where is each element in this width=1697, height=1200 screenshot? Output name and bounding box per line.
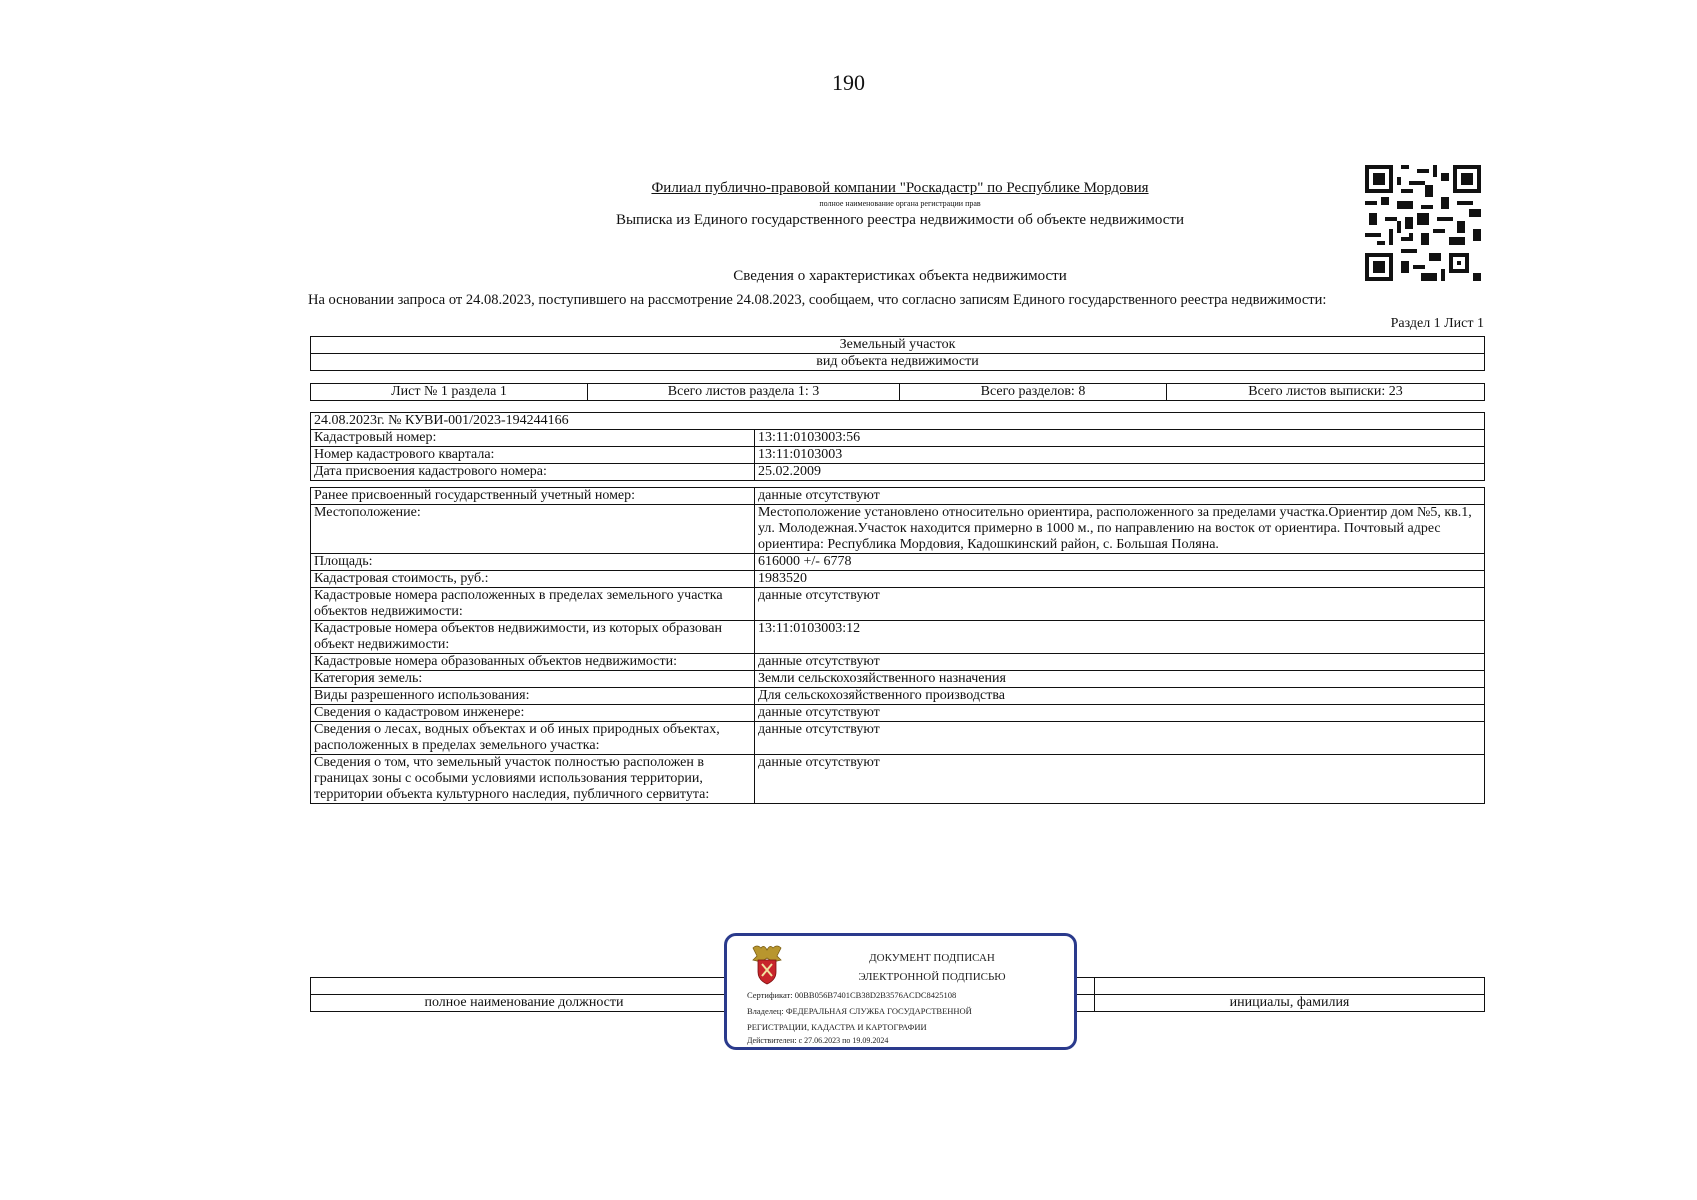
organization-name: Филиал публично-правовой компании "Роскадастр" по Республике Мордовия (651, 180, 1149, 196)
position-caption: полное наименование должности (311, 995, 738, 1012)
request-basis: На основании запроса от 24.08.2023, поступившего на рассмотрение 24.08.2023, сообщаем, что согласно записям Единого государственного реестра недвижимости: (308, 292, 1327, 308)
row-label: Кадастровые номера образованных объектов недвижимости: (311, 654, 755, 671)
table-row (311, 464, 1485, 481)
table-row (311, 554, 1485, 571)
row-value: Для сельскохозяйственного производства (755, 688, 1485, 705)
table-row (311, 447, 1485, 464)
row-value: 13:11:0103003:12 (755, 621, 1485, 654)
row-label: Дата присвоения кадастрового номера: (311, 464, 755, 481)
table-row (311, 705, 1485, 722)
row-label: Виды разрешенного использования: (311, 688, 755, 705)
total-sections: Всего разделов: 8 (900, 384, 1167, 401)
stamp-line-2: ЭЛЕКТРОННОЙ ПОДПИСЬЮ (858, 971, 1006, 983)
stamp-owner: Владелец: ФЕДЕРАЛЬНАЯ СЛУЖБА ГОСУДАРСТВЕННОЙ (747, 1006, 972, 1016)
row-value: данные отсутствуют (755, 488, 1485, 505)
row-value: данные отсутствуют (755, 722, 1485, 755)
coat-of-arms-icon (747, 942, 787, 986)
section-sheet-label: Раздел 1 Лист 1 (1390, 316, 1484, 331)
row-value: данные отсутствуют (755, 705, 1485, 722)
row-label: Площадь: (311, 554, 755, 571)
table-row (311, 430, 1485, 447)
row-value: 616000 +/- 6778 (755, 554, 1485, 571)
row-value: данные отсутствуют (755, 755, 1485, 804)
row-value: 1983520 (755, 571, 1485, 588)
row-value: Земли сельскохозяйственного назначения (755, 671, 1485, 688)
table-gap (311, 481, 1485, 488)
stamp-certificate: Сертификат: 00BB056B7401CB38D2B3576ACDC8425108 (747, 990, 957, 1000)
characteristics-table (310, 412, 1485, 804)
table-row (311, 505, 1485, 554)
row-label: Местоположение: (311, 505, 755, 554)
row-value: 13:11:0103003:56 (755, 430, 1485, 447)
table-row (311, 621, 1485, 654)
row-label: Кадастровые номера объектов недвижимости, из которых образован объект недвижимости: (311, 621, 755, 654)
sheets-in-section: Всего листов раздела 1: 3 (588, 384, 900, 401)
table-row (311, 722, 1485, 755)
table-row (311, 671, 1485, 688)
document-reference: 24.08.2023г. № КУВИ-001/2023-194244166 (311, 413, 1485, 430)
row-label: Сведения о том, что земельный участок полностью расположен в границах зоны с особыми условиями использования территории, территории объекта культурного наследия, публичного сервитута: (311, 755, 755, 804)
name-caption: инициалы, фамилия (1095, 995, 1485, 1012)
qr-code-icon (1365, 165, 1481, 281)
table-row (311, 588, 1485, 621)
object-type: Земельный участок (311, 337, 1485, 354)
row-value: 13:11:0103003 (755, 447, 1485, 464)
row-label: Кадастровый номер: (311, 430, 755, 447)
stamp-validity: Действителен: с 27.06.2023 по 19.09.2024 (747, 1036, 889, 1045)
extract-title: Выписка из Единого государственного реестра недвижимости об объекте недвижимости (615, 212, 1185, 228)
row-value: данные отсутствуют (755, 654, 1485, 671)
table-row (311, 755, 1485, 804)
table-row (311, 654, 1485, 671)
table-row (311, 571, 1485, 588)
object-type-table (310, 336, 1485, 371)
row-value: Местоположение установлено относительно ориентира, расположенного за пределами участка.Ориентир дом №5, кв.1, ул. Молодежная.Участок находится примерно в 1000 м., по направлению на восток от ориентира. Почтовый адрес ориентира: Республика Мордовия, Кадошкинский район, с. Большая Поляна. (755, 505, 1485, 554)
page-number: 190 (832, 70, 865, 95)
section-title: Сведения о характеристиках объекта недвижимости (733, 268, 1067, 284)
row-label: Кадастровая стоимость, руб.: (311, 571, 755, 588)
total-extract-sheets: Всего листов выписки: 23 (1167, 384, 1485, 401)
electronic-signature-stamp (724, 933, 1077, 1050)
stamp-line-1: ДОКУМЕНТ ПОДПИСАН (869, 952, 995, 964)
row-value: данные отсутствуют (755, 588, 1485, 621)
stamp-owner-2: РЕГИСТРАЦИИ, КАДАСТРА И КАРТОГРАФИИ (747, 1022, 927, 1032)
row-label: Категория земель: (311, 671, 755, 688)
table-row (311, 688, 1485, 705)
object-type-caption: вид объекта недвижимости (311, 354, 1485, 371)
row-value: 25.02.2009 (755, 464, 1485, 481)
row-label: Номер кадастрового квартала: (311, 447, 755, 464)
sheet-number: Лист № 1 раздела 1 (311, 384, 588, 401)
organization-caption: полное наименование органа регистрации прав (819, 199, 981, 208)
table-row (311, 488, 1485, 505)
row-label: Ранее присвоенный государственный учетный номер: (311, 488, 755, 505)
row-label: Сведения о кадастровом инженере: (311, 705, 755, 722)
sheet-info-table (310, 383, 1485, 401)
row-label: Сведения о лесах, водных объектах и об иных природных объектах, расположенных в пределах земельного участка: (311, 722, 755, 755)
row-label: Кадастровые номера расположенных в пределах земельного участка объектов недвижимости: (311, 588, 755, 621)
